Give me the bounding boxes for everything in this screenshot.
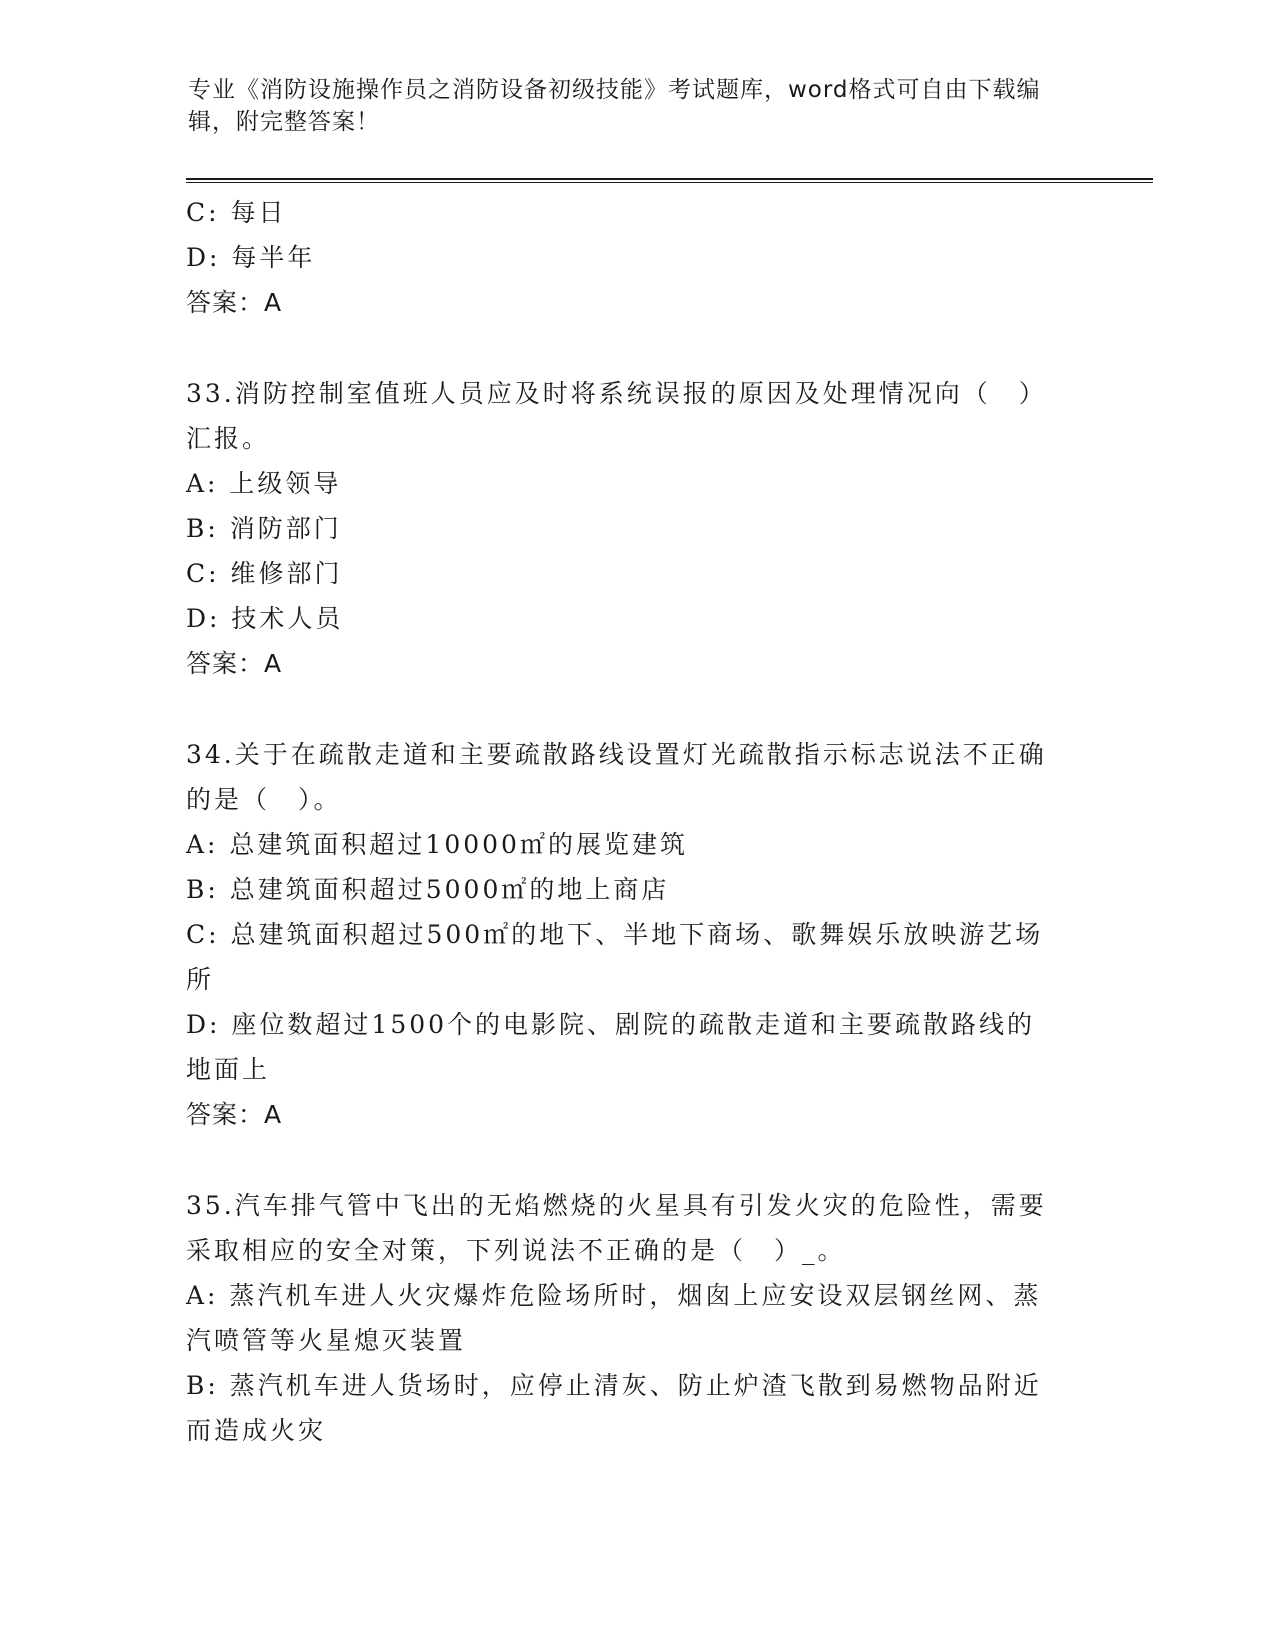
option-b: B: 消防部门 <box>186 514 342 543</box>
document-header <box>188 74 1068 138</box>
header-divider <box>186 178 1153 180</box>
option-d: D: 技术人员 <box>186 604 344 633</box>
question-content <box>186 190 1076 1453</box>
option-c: C: 维修部门 <box>186 559 343 588</box>
option-a: A: 蒸汽机车进人火灾爆炸危险场所时，烟囱上应安设双层钢丝网、蒸 <box>186 1281 1042 1310</box>
option-c: C: 总建筑面积超过500㎡的地下、半地下商场、歌舞娱乐放映游艺场 <box>186 920 1044 949</box>
question-stem-continued: 采取相应的安全对策，下列说法不正确的是（ ）_。 <box>186 1236 846 1265</box>
option-c: C: 每日 <box>186 198 287 227</box>
header-divider-thin <box>186 182 1153 183</box>
header-line-1: 专业《消防设施操作员之消防设备初级技能》考试题库，word格式可自由下载编 <box>188 77 1041 103</box>
question-35 <box>186 1183 1076 1453</box>
option-b: B: 总建筑面积超过5000㎡的地上商店 <box>186 875 670 904</box>
option-b-continued: 而造成火灾 <box>186 1416 327 1445</box>
question-stem-continued: 的是（ ）。 <box>186 785 342 814</box>
question-34 <box>186 732 1076 1137</box>
question-33 <box>186 371 1076 686</box>
option-a-continued: 汽喷管等火星熄灭装置 <box>186 1326 467 1355</box>
header-line-2: 辑，附完整答案！ <box>188 109 380 135</box>
option-d: D: 每半年 <box>186 243 316 272</box>
question-stem: 35.汽车排气管中飞出的无焰燃烧的火星具有引发火灾的危险性，需要 <box>186 1191 1047 1220</box>
question-stem: 34.关于在疏散走道和主要疏散路线设置灯光疏散指示标志说法不正确 <box>186 740 1047 769</box>
option-d-continued: 地面上 <box>186 1055 271 1084</box>
option-d: D: 座位数超过1500个的电影院、剧院的疏散走道和主要疏散路线的 <box>186 1010 1036 1039</box>
question-stem: 33.消防控制室值班人员应及时将系统误报的原因及处理情况向（ ） <box>186 379 1047 408</box>
answer-line: 答案：A <box>186 288 283 317</box>
question-stem-continued: 汇报。 <box>186 424 271 453</box>
answer-line: 答案：A <box>186 1100 283 1129</box>
option-c-continued: 所 <box>186 965 215 994</box>
answer-line: 答案：A <box>186 649 283 678</box>
option-a: A: 总建筑面积超过10000㎡的展览建筑 <box>186 830 688 859</box>
option-b: B: 蒸汽机车进人货场时，应停止清灰、防止炉渣飞散到易燃物品附近 <box>186 1371 1042 1400</box>
previous-question <box>186 190 1076 325</box>
option-a: A: 上级领导 <box>186 469 342 498</box>
